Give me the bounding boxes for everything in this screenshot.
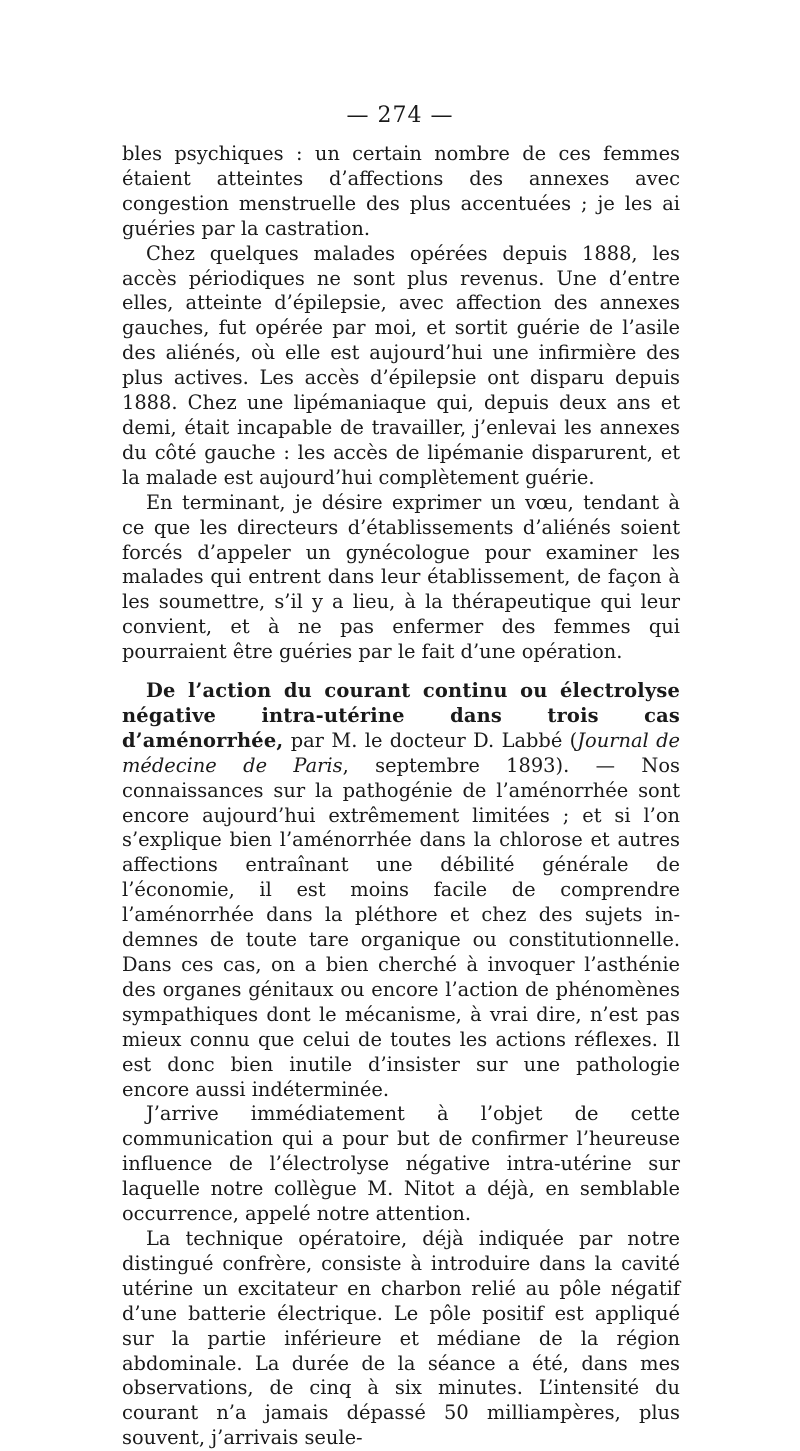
paragraph: J’arrive immédiatement à l’objet de cette communication qui a pour but de confirmer l’heureuse influence de l’électrolyse négative intra-utérine sur laquelle notre collègue M. Nitot a déjà, en semblable occurrence, appelé notre attention. bbox=[122, 1102, 680, 1226]
page-number: — 274 — bbox=[346, 103, 454, 128]
article-paragraph bbox=[122, 679, 680, 1102]
article-text: Nos connaissances sur la pathogénie de l’aménorrhée sont encore aujourd’hui extrêmement limitées ; et si l’on s’explique bien l’aménorrhée dans la chlorose et autres affections entraînant une débilité générale de l’économie, il est moins facile de comprendre l’aménorrhée dans la pléthore et chez des sujets indemnes de toute tare organique ou constitutionnelle. Dans ces cas, on a bien cherché à invoquer l’asthénie des organes génitaux ou encore l’action de phénomènes sympathiques dont le mécanisme, à vrai dire, n’est pas mieux connu que celui de toutes les actions réflexes. Il est donc bien inutile d’insister sur une pathologie encore aussi indéterminée. bbox=[122, 753, 680, 1101]
journal-title: Journal de médecine de Paris bbox=[122, 728, 680, 777]
paragraph: Chez quelques malades opérées depuis 1888, les accès périodiques ne sont plus revenus. Une d’entre elles, atteinte d’épilepsie, avec affection des annexes gauches, fut opérée par moi, et sortit guérie de l’asile des aliénés, où elle est aujourd’hui une infirmière des plus actives. Les accès d’épilepsie ont disparu depuis 1888. Chez une lipémaniaque qui, depuis deux ans et demi, était incapable de travailler, j’enlevai les annexes du côté gauche : les accès de lipémanie disparurent, et la malade est aujourd’hui complètement guérie. bbox=[122, 241, 680, 489]
paragraph: bles psychiques : un certain nombre de ces femmes étaient atteintes d’affections des annexes avec congestion menstruelle des plus accentuées ; je les ai guéries par la castration. bbox=[122, 142, 680, 240]
journal-date: , septembre 1893). — bbox=[342, 753, 642, 777]
text-column bbox=[122, 142, 680, 1451]
paragraph: La technique opératoire, déjà indiquée par notre distingué confrère, consiste à introduire dans la cavité utérine un excitateur en charbon relié au pôle négatif d’une batterie électrique. Le pôle positif est appliqué sur la partie inférieure et médiane de la région abdominale. La durée de la séance a été, dans mes observations, de cinq à six minutes. L’intensité du courant n’a jamais dépassé 50 milliampères, plus souvent, j’arrivais seule- bbox=[122, 1226, 680, 1450]
paragraph: En terminant, je désire exprimer un vœu, tendant à ce que les directeurs d’établissements d’aliénés soient forcés d’appeler un gynécologue pour examiner les malades qui entrent dans leur établissement, de façon à les soumettre, s’il y a lieu, à la thérapeutique qui leur convient, et à ne pas enfermer des femmes qui pourraient être guéries par le fait d’une opération. bbox=[122, 490, 680, 664]
article-heading: De l’action du courant continu ou électrolyse négative intra-utérine dans trois cas d’aménorrhée, bbox=[122, 679, 680, 752]
article-author: par M. le docteur D. Labbé ( bbox=[283, 728, 578, 752]
